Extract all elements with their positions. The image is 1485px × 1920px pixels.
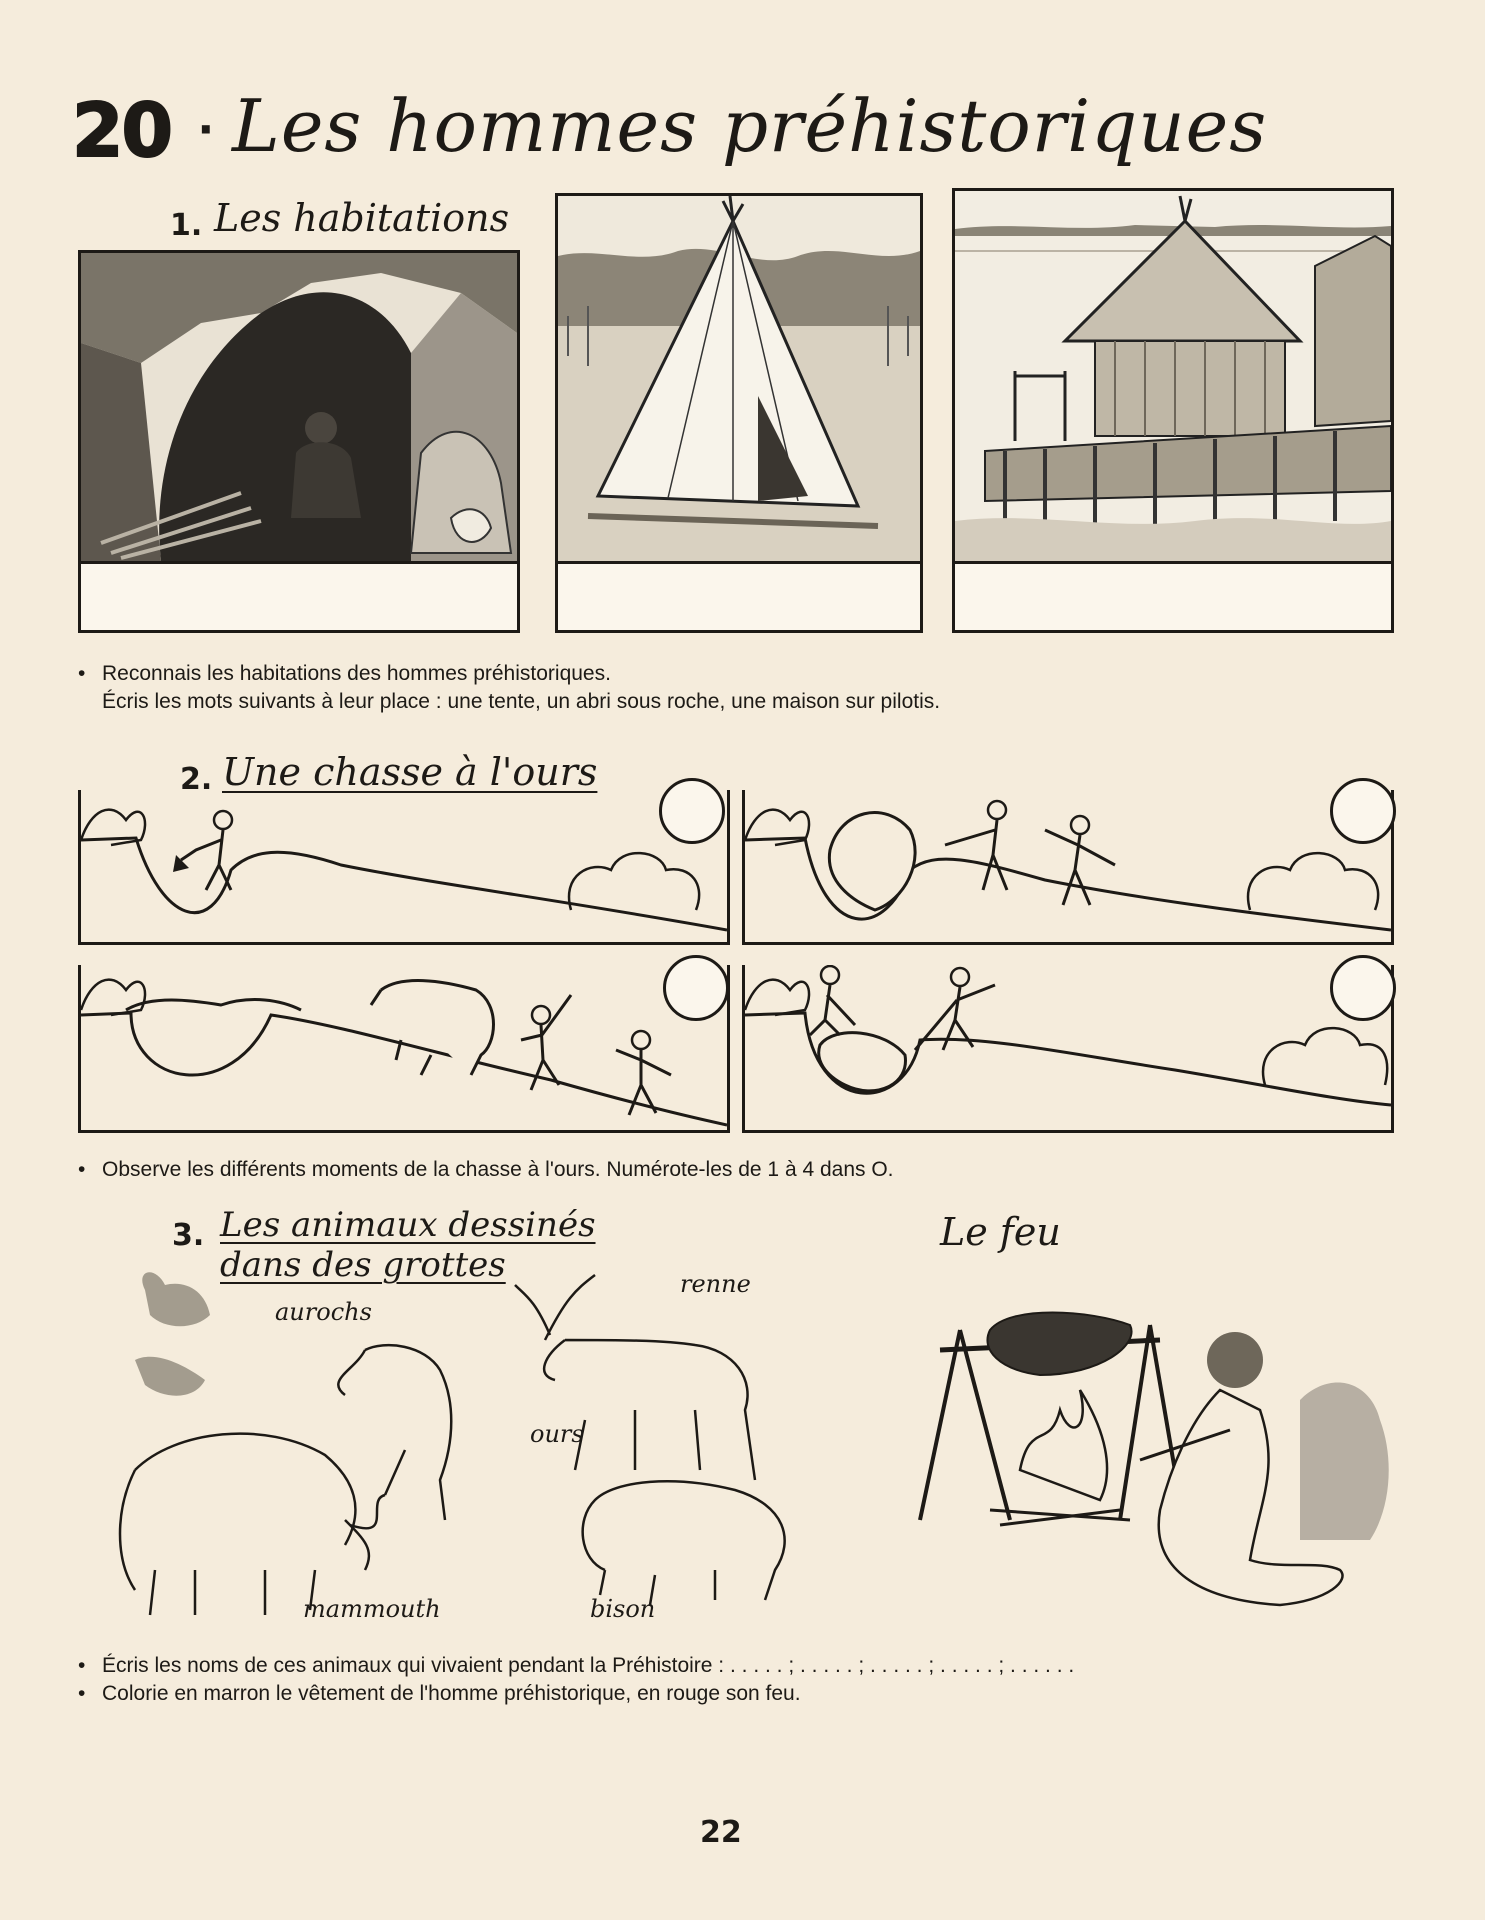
hunt-panel-bear-falling	[742, 790, 1394, 945]
bottom-instruction-2	[78, 1680, 801, 1708]
title-separator: ·	[198, 97, 217, 160]
label-mammouth: mammouth	[303, 1595, 441, 1623]
section2-title: Une chasse à l'ours	[222, 750, 598, 794]
order-circle[interactable]	[659, 778, 725, 844]
section1-number: 1.	[170, 208, 203, 243]
fire-illustration	[900, 1270, 1400, 1620]
label-renne: renne	[680, 1270, 751, 1298]
section2-instruction	[78, 1156, 894, 1184]
hunt-panel-spearing	[742, 965, 1394, 1133]
section1-instruction-1	[78, 660, 611, 688]
label-bison: bison	[590, 1595, 656, 1623]
section2-number: 2.	[180, 762, 213, 797]
section3-title-line2: dans des grottes	[220, 1245, 506, 1285]
page-number: 22	[700, 1815, 742, 1850]
bottom-instruction-1	[78, 1652, 1074, 1680]
bullet: •	[78, 1654, 86, 1677]
order-circle[interactable]	[1330, 778, 1396, 844]
cave-animals-illustration	[95, 1270, 835, 1640]
rock-shelter-illustration	[81, 253, 517, 564]
bullet: •	[78, 1682, 86, 1705]
section3-title-line1: Les animaux dessinés	[220, 1205, 596, 1245]
page-title: Les hommes préhistoriques	[232, 84, 1268, 168]
label-ours: ours	[530, 1420, 584, 1448]
instruction-text: Reconnais les habitations des hommes préhistoriques.	[102, 662, 611, 685]
instruction-text: Colorie en marron le vêtement de l'homme préhistorique, en rouge son feu.	[102, 1682, 801, 1705]
section1-title: Les habitations	[214, 196, 510, 240]
fire-title: Le feu	[940, 1210, 1061, 1254]
instruction-text: Observe les différents moments de la chasse à l'ours. Numérote-les de 1 à 4 dans O.	[102, 1158, 894, 1181]
dwelling-card-stilt-house	[952, 188, 1394, 633]
tent-illustration	[558, 196, 920, 564]
section1-instruction-2: Écris les mots suivants à leur place : une tente, un abri sous roche, une maison sur pilotis.	[102, 690, 941, 713]
dwelling-card-rock-shelter	[78, 250, 520, 633]
section3-number: 3.	[172, 1218, 205, 1253]
bullet: •	[78, 1158, 86, 1181]
order-circle[interactable]	[1330, 955, 1396, 1021]
instruction-text: Écris les noms de ces animaux qui vivaient pendant la Préhistoire : . . . . . ; . . . . . ; . . . . . ; . . . . . ; . . . . . .	[102, 1654, 1075, 1677]
hunt-panel-chasing	[78, 965, 730, 1133]
dwelling-card-tent	[555, 193, 923, 633]
stilt-house-illustration	[955, 191, 1391, 564]
order-circle[interactable]	[663, 955, 729, 1021]
lesson-number: 20	[72, 88, 171, 174]
hunt-panel-digging	[78, 790, 730, 945]
bullet: •	[78, 662, 86, 685]
label-aurochs: aurochs	[275, 1298, 372, 1326]
